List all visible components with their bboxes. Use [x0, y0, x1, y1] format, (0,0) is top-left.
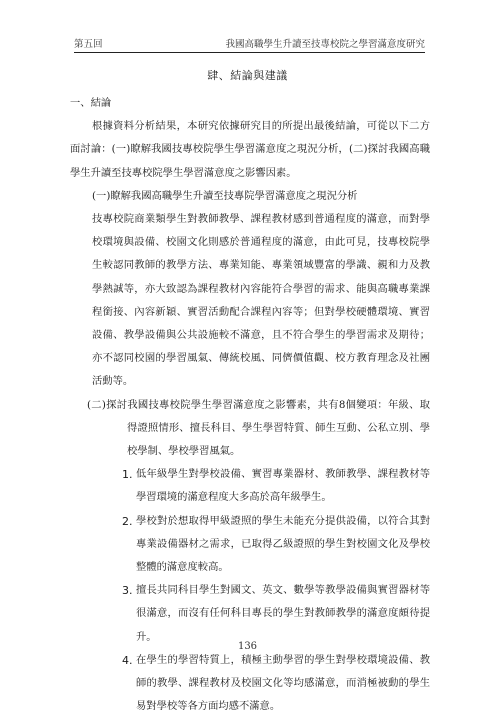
header-rule — [74, 52, 425, 53]
running-header — [74, 34, 425, 50]
subsection-heading-2: (二)探討我國技專校院學生學習滿意度之影響素，共有8個變項：年級、取得證照情形、擅長科目、學生學習特質、師生互動、公私立別、學校學制、學校學習風氣。 — [87, 398, 430, 458]
intro-paragraph: 根據資料分析結果，本研究依據研究目的所提出最後結論，可從以下二方面討論：(一)瞭解我國技專校院學生學習滿意度之現況分析，(二)探討我國高職學生升讀至技專校院學生學習滿意度之影響因素。 — [70, 120, 430, 179]
list-item-number: 2. — [122, 514, 133, 528]
list-item-text: 低年級學生對學校設備、實習專業器材、教師教學、課程教材等學習環境的滿意程度大多高於高年級學生。 — [136, 468, 430, 504]
list-item-text: 學校對於想取得甲級證照的學生未能充分提供設備，以符合其對專業設備器材之需求，已取得乙級證照的學生對校園文化及學校整體的滿意度較高。 — [136, 514, 430, 574]
subsection-1-paragraph: 技專校院商業類學生對教師教學、課程教材感到普通程度的滿意，而對學校環境與設備、校園文化則感於普通程度的滿意，由此可見，技專校院學生較認同教師的教學方法、專業知能、專業領域豐富的學識、親和力及教學熱誠等，亦大致認為課程教材內容能符合學習的需求、能與高職專業課程銜接、內容新穎、實習活動配合課程內容等；但對學校硬體環境、實習設備、教學設備與公共設施較不滿意，且不符合學生的學習需求及期待；亦不認同校園的學習風氣、傳統校風、同儕價值觀、校方教育理念及社團活動等。 — [92, 213, 430, 388]
list-item-number: 1. — [122, 468, 133, 482]
list-item-text: 在學生的學習特質上，積極主動學習的學生對學校環境設備、教師的教學、課程教材及校園文化等均感滿意，而消極被動的學生易對學校等各方面均感不滿意。 — [136, 653, 430, 713]
list-item-text: 擅長共同科目學生對國文、英文、數學等教學設備與實習器材等很滿意，而沒有任何科目專長的學生對教師教學的滿意度頗待提升。 — [136, 584, 430, 643]
section-heading-conclusion: 一、結論 — [70, 97, 112, 109]
body-text — [70, 92, 430, 718]
subsection-heading-1: (一)瞭解我國高職學生升讀至技專院學習滿意度之現況分析 — [92, 189, 358, 202]
page-number: 136 — [237, 641, 258, 652]
running-title: 我國高職學生升讀至技專校院之學習滿意度研究 — [225, 39, 425, 50]
list-item — [70, 649, 430, 718]
chapter-title: 肆、結論與建議 — [207, 69, 288, 82]
list-item — [70, 463, 430, 509]
chapter-label: 第五回 — [74, 39, 103, 50]
list-item — [70, 579, 430, 649]
list-item-number: 3. — [122, 584, 133, 598]
list-item — [70, 510, 430, 580]
list-item-number: 4. — [122, 653, 133, 667]
